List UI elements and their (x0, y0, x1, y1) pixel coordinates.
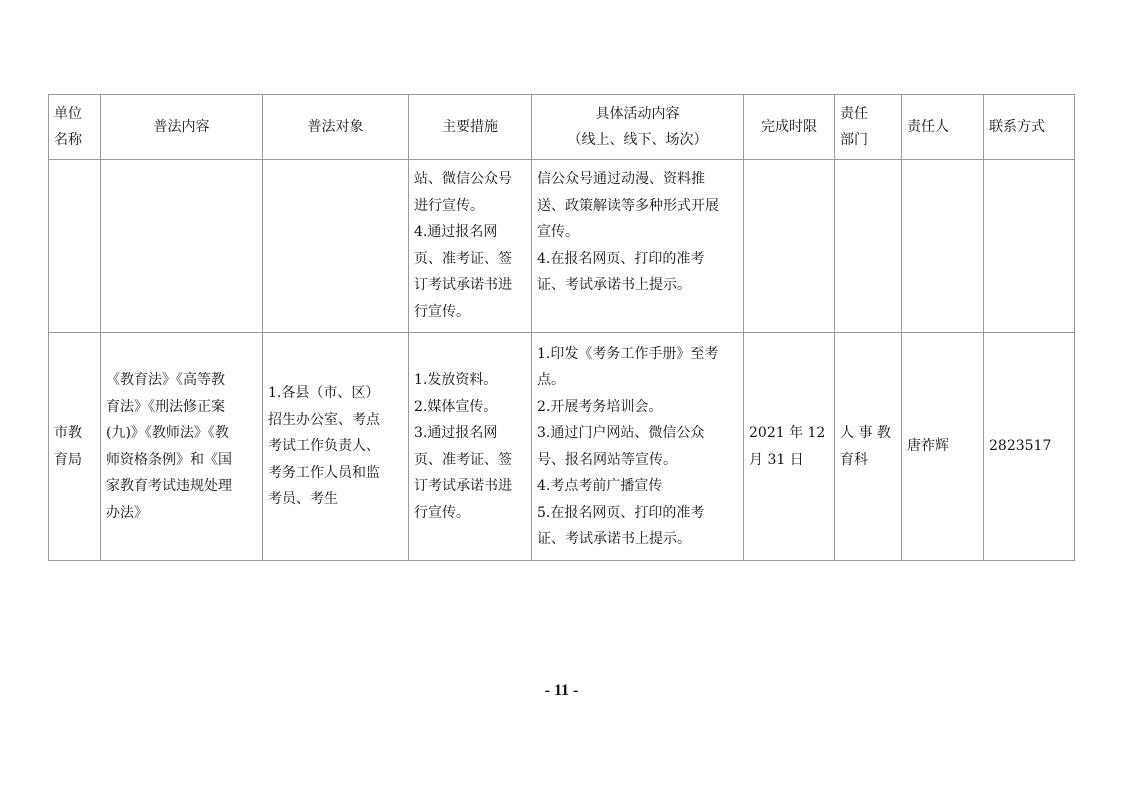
header-target: 普法对象 (263, 95, 409, 160)
header-person: 责任人 (902, 95, 984, 160)
cell-unit: 市教 育局 (49, 333, 101, 561)
cell-person: 唐祚辉 (902, 333, 984, 561)
cell-activities: 1.印发《考务工作手册》至考 点。 2.开展考务培训会。 3.通过门户网站、微信公众 号、报名网站等宣传。 4.考点考前广播宣传 5.在报名网页、打印的准考 证、考试承诺书上提示。 (532, 333, 744, 561)
cell-target (263, 160, 409, 333)
cell-person (902, 160, 984, 333)
cell-department (835, 160, 902, 333)
table-row (49, 333, 1075, 561)
header-deadline: 完成时限 (744, 95, 835, 160)
header-contact: 联系方式 (984, 95, 1075, 160)
cell-deadline: 2021 年 12 月 31 日 (744, 333, 835, 561)
cell-department: 人 事 教 育科 (835, 333, 902, 561)
law-publicity-table (48, 94, 1075, 561)
header-content: 普法内容 (101, 95, 263, 160)
cell-measures: 站、微信公众号 进行宣传。 4.通过报名网 页、准考证、签 订考试承诺书进 行宣传。 (409, 160, 532, 333)
cell-contact (984, 160, 1075, 333)
header-row (49, 95, 1075, 160)
header-measures: 主要措施 (409, 95, 532, 160)
cell-target: 1.各县（市、区） 招生办公室、考点 考试工作负责人、 考务工作人员和监 考员、考生 (263, 333, 409, 561)
page-number: - 11 - (544, 682, 579, 699)
cell-measures: 1.发放资料。 2.媒体宣传。 3.通过报名网 页、准考证、签 订考试承诺书进 行宣传。 (409, 333, 532, 561)
table-row (49, 160, 1075, 333)
cell-content (101, 160, 263, 333)
cell-activities: 信公众号通过动漫、资料推 送、政策解读等多种形式开展 宣传。 4.在报名网页、打印的准考 证、考试承诺书上提示。 (532, 160, 744, 333)
cell-unit (49, 160, 101, 333)
cell-contact: 2823517 (984, 333, 1075, 561)
header-unit: 单位 名称 (49, 95, 101, 160)
cell-deadline (744, 160, 835, 333)
cell-content: 《教育法》《高等教 育法》《刑法修正案 (九)》《教师法》《教 师资格条例》和《国 家教育考试违规处理 办法》 (101, 333, 263, 561)
header-activities: 具体活动内容 （线上、线下、场次） (532, 95, 744, 160)
header-department: 责任 部门 (835, 95, 902, 160)
